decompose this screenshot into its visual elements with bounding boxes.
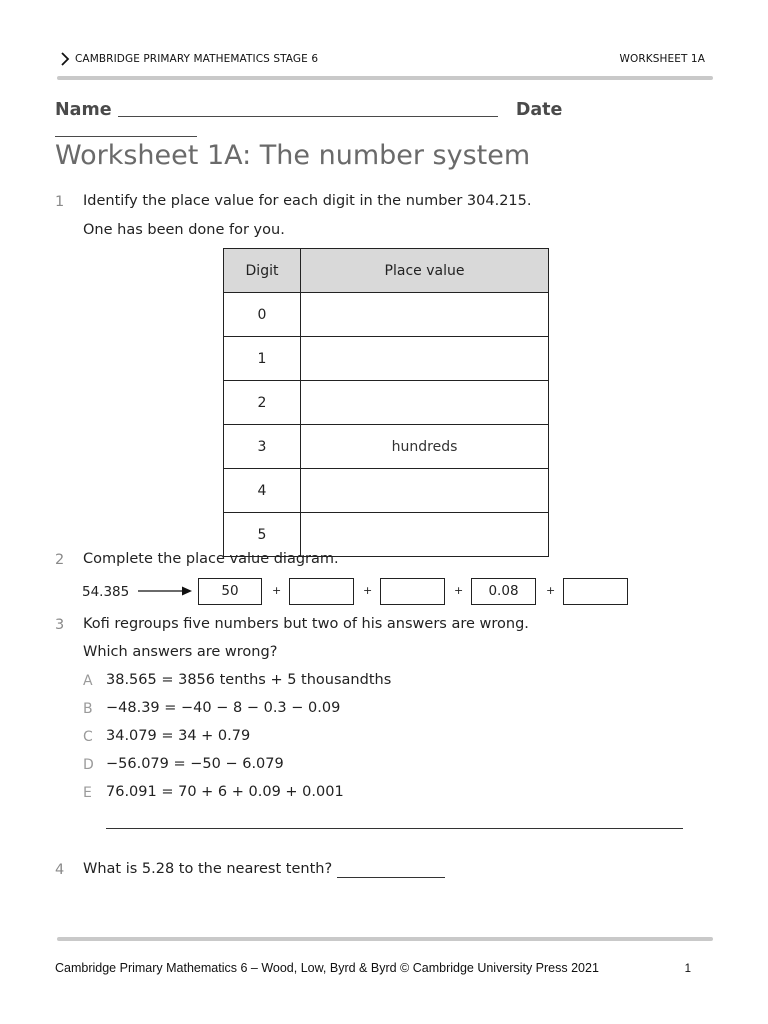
digit-cell: 4	[224, 469, 301, 513]
question-1-text: Identify the place value for each digit in the number 304.215.	[83, 193, 532, 209]
place-value-box[interactable]	[380, 578, 445, 605]
name-date-row	[55, 100, 700, 140]
digit-cell: 0	[224, 293, 301, 337]
place-value-cell[interactable]	[301, 513, 549, 557]
question-3-subtext: Which answers are wrong?	[83, 644, 278, 660]
question-number-3: 3	[55, 617, 65, 633]
option-letter-c: C	[83, 729, 93, 745]
header-title: CAMBRIDGE PRIMARY MATHEMATICS STAGE 6	[75, 53, 319, 65]
plus-sign: +	[363, 584, 373, 597]
option-e-text: 76.091 = 70 + 6 + 0.09 + 0.001	[106, 784, 344, 800]
table-row	[224, 381, 549, 425]
digit-cell: 3	[224, 425, 301, 469]
page-number: 1	[684, 963, 691, 975]
plus-sign: +	[454, 584, 464, 597]
question-number-4: 4	[55, 862, 65, 878]
place-value-cell: hundreds	[301, 425, 549, 469]
plus-sign: +	[546, 584, 556, 597]
page-title: Worksheet 1A: The number system	[55, 140, 531, 171]
table-row	[224, 513, 549, 557]
option-letter-d: D	[83, 757, 94, 773]
answer-line-q4[interactable]	[337, 862, 445, 878]
place-value-cell[interactable]	[301, 381, 549, 425]
header-worksheet-label: WORKSHEET 1A	[619, 53, 705, 65]
start-number: 54.385	[82, 584, 130, 600]
place-value-box: 0.08	[471, 578, 536, 605]
question-3-text: Kofi regroups five numbers but two of his answers are wrong.	[83, 616, 529, 632]
digit-cell: 1	[224, 337, 301, 381]
answer-line[interactable]	[106, 828, 683, 829]
place-value-box[interactable]	[563, 578, 628, 605]
place-value-cell[interactable]	[301, 469, 549, 513]
table-row	[224, 293, 549, 337]
footer-credit: Cambridge Primary Mathematics 6 – Wood, Low, Byrd & Byrd © Cambridge University Press 2021	[55, 961, 599, 975]
table-row	[224, 425, 549, 469]
place-value-box: 50	[198, 578, 262, 605]
place-value-cell[interactable]	[301, 293, 549, 337]
option-letter-a: A	[83, 673, 93, 689]
option-letter-e: E	[83, 785, 92, 801]
place-value-table	[223, 248, 549, 557]
column-header-digit: Digit	[224, 249, 301, 293]
arrow-right-icon	[138, 584, 194, 598]
place-value-cell[interactable]	[301, 337, 549, 381]
question-1-subtext: One has been done for you.	[83, 222, 285, 238]
chevron-right-icon	[58, 50, 72, 68]
option-a-text: 38.565 = 3856 tenths + 5 thousandths	[106, 672, 392, 688]
digit-cell: 5	[224, 513, 301, 557]
option-letter-b: B	[83, 701, 93, 717]
question-4-text: What is 5.28 to the nearest tenth?	[83, 861, 333, 877]
footer-divider	[57, 937, 713, 941]
table-header-row	[224, 249, 549, 293]
name-field[interactable]	[118, 100, 498, 117]
place-value-box[interactable]	[289, 578, 354, 605]
header-divider	[57, 76, 713, 80]
table-row	[224, 469, 549, 513]
option-c-text: 34.079 = 34 + 0.79	[106, 728, 251, 744]
question-number-1: 1	[55, 194, 65, 210]
option-d-text: −56.079 = −50 − 6.079	[106, 756, 284, 772]
column-header-place-value: Place value	[301, 249, 549, 293]
question-2-text: Complete the place value diagram.	[83, 551, 339, 567]
plus-sign: +	[272, 584, 282, 597]
date-label: Date	[515, 100, 563, 120]
name-label: Name	[55, 100, 112, 120]
date-field[interactable]	[55, 120, 197, 137]
option-b-text: −48.39 = −40 − 8 − 0.3 − 0.09	[106, 700, 341, 716]
question-number-2: 2	[55, 552, 65, 568]
digit-cell: 2	[224, 381, 301, 425]
table-row	[224, 337, 549, 381]
